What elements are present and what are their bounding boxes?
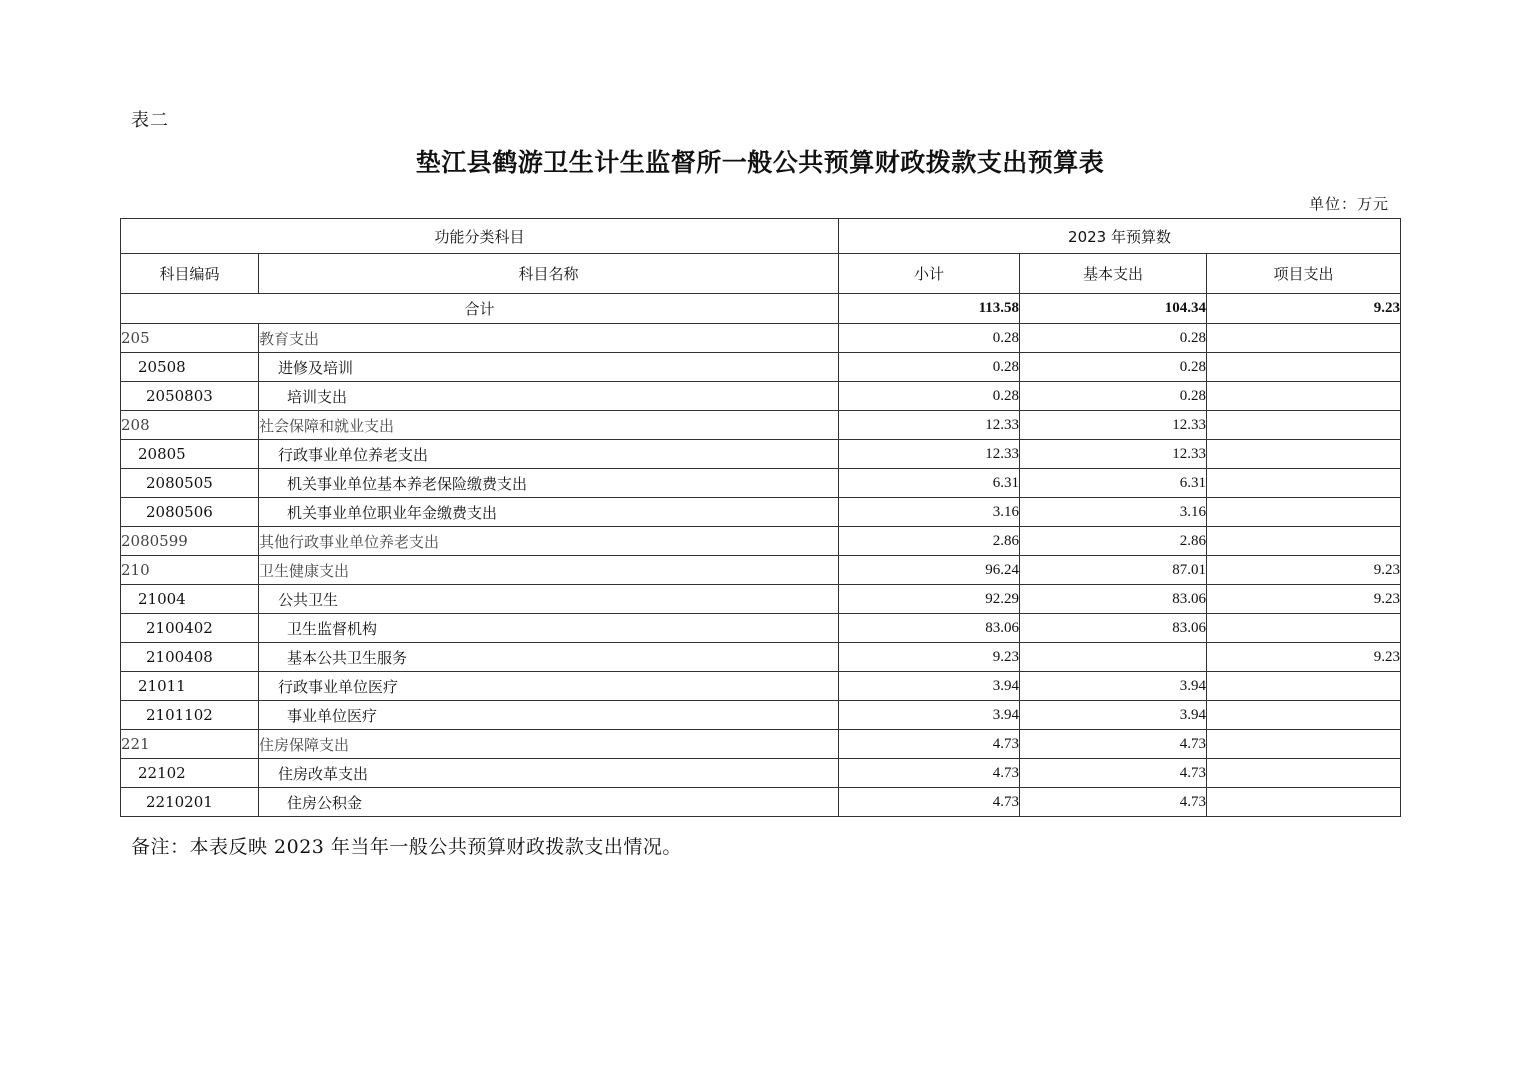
row-code: 2100408 [121,643,259,672]
row-project [1207,324,1401,353]
row-project [1207,411,1401,440]
row-subtotal: 0.28 [839,324,1020,353]
table-row [121,353,1401,382]
row-basic: 83.06 [1020,614,1207,643]
row-name: 教育支出 [259,324,839,353]
row-subtotal: 4.73 [839,788,1020,817]
row-basic: 2.86 [1020,527,1207,556]
table-row [121,672,1401,701]
row-basic: 3.94 [1020,701,1207,730]
table-body [121,294,1401,817]
total-basic: 104.34 [1020,294,1207,324]
row-basic: 0.28 [1020,324,1207,353]
row-basic: 12.33 [1020,411,1207,440]
row-basic: 3.94 [1020,672,1207,701]
total-project: 9.23 [1207,294,1401,324]
row-project [1207,614,1401,643]
row-subtotal: 6.31 [839,469,1020,498]
row-subtotal: 12.33 [839,411,1020,440]
page-title: 垫江县鹤游卫生计生监督所一般公共预算财政拨款支出预算表 [415,148,1105,177]
row-subtotal: 92.29 [839,585,1020,614]
table-row [121,788,1401,817]
row-name: 行政事业单位养老支出 [259,440,839,469]
row-project [1207,672,1401,701]
header-row-group [121,219,1401,254]
row-subtotal: 3.94 [839,672,1020,701]
row-code: 221 [121,730,259,759]
footnote: 备注：本表反映 2023 年当年一般公共预算财政拨款支出情况。 [131,836,682,858]
row-subtotal: 0.28 [839,382,1020,411]
row-code: 2080599 [121,527,259,556]
total-row [121,294,1401,324]
row-subtotal: 9.23 [839,643,1020,672]
table-row [121,440,1401,469]
row-name: 基本公共卫生服务 [259,643,839,672]
table-row [121,585,1401,614]
row-name: 住房改革支出 [259,759,839,788]
row-name: 住房公积金 [259,788,839,817]
row-name: 行政事业单位医疗 [259,672,839,701]
row-code: 2080506 [121,498,259,527]
row-name: 公共卫生 [259,585,839,614]
row-code: 2080505 [121,469,259,498]
row-project [1207,759,1401,788]
table-row [121,730,1401,759]
budget-table [120,218,1401,817]
row-code: 208 [121,411,259,440]
row-subtotal: 3.94 [839,701,1020,730]
row-code: 22102 [121,759,259,788]
header-subtotal: 小计 [839,254,1020,294]
table-row [121,498,1401,527]
table-row [121,759,1401,788]
row-name: 机关事业单位职业年金缴费支出 [259,498,839,527]
row-code: 21004 [121,585,259,614]
total-label: 合计 [121,294,839,324]
table-row [121,614,1401,643]
row-project [1207,701,1401,730]
row-name: 培训支出 [259,382,839,411]
row-name: 住房保障支出 [259,730,839,759]
row-name: 卫生监督机构 [259,614,839,643]
table-row [121,556,1401,585]
row-project [1207,527,1401,556]
table-row [121,527,1401,556]
header-code: 科目编码 [121,254,259,294]
row-project [1207,353,1401,382]
row-project [1207,469,1401,498]
header-functional-category: 功能分类科目 [121,219,839,254]
row-project [1207,788,1401,817]
row-project [1207,730,1401,759]
table-row [121,469,1401,498]
table-number: 表二 [131,110,169,131]
row-project [1207,440,1401,469]
row-basic: 0.28 [1020,382,1207,411]
row-basic: 6.31 [1020,469,1207,498]
row-code: 21011 [121,672,259,701]
row-subtotal: 0.28 [839,353,1020,382]
row-name: 进修及培训 [259,353,839,382]
table-row [121,643,1401,672]
table-row [121,382,1401,411]
row-code: 2050803 [121,382,259,411]
table-header [121,219,1401,294]
row-project [1207,498,1401,527]
row-name: 卫生健康支出 [259,556,839,585]
row-project: 9.23 [1207,556,1401,585]
row-code: 20805 [121,440,259,469]
row-subtotal: 96.24 [839,556,1020,585]
row-basic: 83.06 [1020,585,1207,614]
row-basic: 87.01 [1020,556,1207,585]
row-subtotal: 4.73 [839,759,1020,788]
table-row [121,324,1401,353]
header-basic: 基本支出 [1020,254,1207,294]
row-subtotal: 83.06 [839,614,1020,643]
row-code: 205 [121,324,259,353]
row-basic: 4.73 [1020,759,1207,788]
row-name: 其他行政事业单位养老支出 [259,527,839,556]
header-budget-year: 2023 年预算数 [839,219,1401,254]
row-subtotal: 3.16 [839,498,1020,527]
row-basic: 4.73 [1020,788,1207,817]
row-basic: 3.16 [1020,498,1207,527]
row-name: 社会保障和就业支出 [259,411,839,440]
unit-label: 单位：万元 [1308,195,1389,213]
row-code: 20508 [121,353,259,382]
row-basic: 0.28 [1020,353,1207,382]
row-code: 210 [121,556,259,585]
header-name: 科目名称 [259,254,839,294]
row-name: 事业单位医疗 [259,701,839,730]
table-row [121,411,1401,440]
row-project: 9.23 [1207,643,1401,672]
header-project: 项目支出 [1207,254,1401,294]
row-code: 2100402 [121,614,259,643]
row-subtotal: 2.86 [839,527,1020,556]
row-basic: 4.73 [1020,730,1207,759]
total-subtotal: 113.58 [839,294,1020,324]
row-basic [1020,643,1207,672]
row-code: 2210201 [121,788,259,817]
row-project: 9.23 [1207,585,1401,614]
table-row [121,701,1401,730]
row-subtotal: 4.73 [839,730,1020,759]
row-code: 2101102 [121,701,259,730]
header-row-columns [121,254,1401,294]
row-name: 机关事业单位基本养老保险缴费支出 [259,469,839,498]
row-subtotal: 12.33 [839,440,1020,469]
row-project [1207,382,1401,411]
row-basic: 12.33 [1020,440,1207,469]
